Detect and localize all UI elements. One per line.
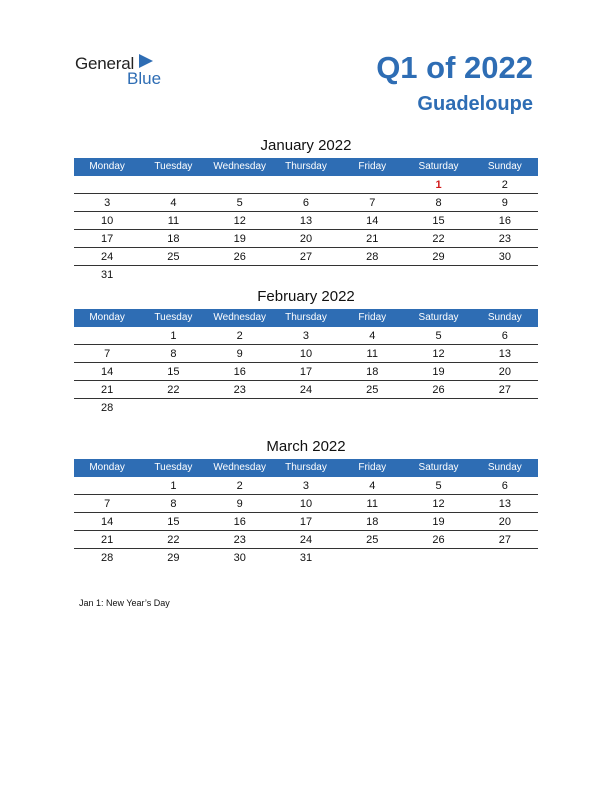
week-row: [74, 230, 538, 248]
day-cell: 20: [498, 516, 511, 528]
day-cell: 2: [236, 330, 243, 342]
empty-day-cell: [472, 266, 538, 283]
week-row: [74, 266, 538, 283]
weekday-label: Monday: [89, 462, 125, 473]
day-cell: 11: [167, 215, 180, 227]
month-march: [74, 436, 538, 566]
day-cell: 3: [302, 330, 310, 342]
month-title: March 2022: [266, 438, 346, 455]
weekday-label: Sunday: [487, 161, 522, 172]
empty-day-cell: [339, 399, 405, 416]
logo-flag-icon: [139, 54, 153, 68]
month-january: [74, 135, 538, 283]
day-cell: 2: [236, 480, 243, 492]
weekday-label: Tuesday: [154, 462, 193, 473]
day-cell: 9: [236, 498, 243, 510]
day-cell: 31: [101, 269, 114, 281]
day-cell: 20: [299, 233, 313, 245]
day-cell: 19: [432, 516, 445, 528]
day-cell: 22: [167, 534, 180, 546]
day-cell: 18: [167, 233, 180, 245]
day-cell: 11: [366, 498, 378, 510]
month-title: February 2022: [257, 288, 355, 305]
day-cell: 8: [170, 498, 177, 510]
empty-day-cell: [140, 266, 206, 283]
week-row: [74, 327, 538, 345]
day-cell: 20: [498, 366, 511, 378]
weekday-label: Monday: [89, 161, 125, 172]
weekday-header-row: [74, 309, 538, 327]
day-cell: 7: [104, 348, 111, 360]
weekday-label: Wednesday: [213, 161, 267, 172]
day-cell: 27: [299, 251, 313, 263]
empty-day-cell: [140, 176, 206, 193]
week-row: [74, 495, 538, 513]
day-cell: 12: [233, 215, 246, 227]
empty-day-cell: [405, 266, 471, 283]
day-cell: 10: [101, 215, 114, 227]
day-cell: 12: [432, 498, 445, 510]
day-cell: 1: [435, 179, 442, 191]
empty-day-cell: [273, 399, 339, 416]
day-cell: 8: [435, 197, 442, 209]
day-cell: 16: [233, 366, 246, 378]
weekday-label: Saturday: [418, 462, 459, 473]
weekday-label: Wednesday: [213, 462, 267, 473]
day-cell: 5: [236, 197, 243, 209]
day-cell: 15: [167, 366, 180, 378]
week-row: [74, 399, 538, 416]
empty-day-cell: [207, 266, 273, 283]
day-cell: 3: [302, 480, 310, 492]
day-cell: 18: [366, 366, 379, 378]
day-cell: 15: [167, 516, 180, 528]
empty-day-cell: [339, 549, 405, 566]
day-cell: 31: [299, 552, 313, 564]
day-cell: 4: [369, 330, 376, 342]
weekday-label: Friday: [358, 161, 387, 172]
empty-day-cell: [273, 266, 339, 283]
day-cell: 21: [101, 384, 114, 396]
day-cell: 17: [299, 366, 313, 378]
day-cell: 16: [233, 516, 246, 528]
day-cell: 23: [233, 384, 246, 396]
empty-day-cell: [472, 399, 538, 416]
weekday-label: Sunday: [487, 462, 522, 473]
week-row: [74, 212, 538, 230]
page-title: Q1 of 2022: [376, 50, 533, 85]
day-cell: 15: [432, 215, 445, 227]
day-cell: 27: [498, 534, 511, 546]
empty-day-cell: [405, 399, 471, 416]
empty-day-cell: [74, 176, 140, 193]
day-cell: 6: [302, 197, 310, 209]
day-cell: 9: [236, 348, 243, 360]
day-cell: 10: [299, 348, 313, 360]
day-cell: 1: [170, 480, 177, 492]
day-cell: 18: [366, 516, 379, 528]
empty-day-cell: [140, 399, 206, 416]
weekday-label: Friday: [358, 312, 387, 323]
empty-day-cell: [74, 327, 140, 344]
day-cell: 21: [101, 534, 114, 546]
day-cell: 17: [101, 233, 114, 245]
empty-day-cell: [339, 176, 405, 193]
weekday-label: Monday: [89, 312, 125, 323]
week-row: [74, 194, 538, 212]
day-cell: 10: [299, 498, 313, 510]
day-cell: 6: [501, 330, 508, 342]
day-cell: 30: [233, 552, 246, 564]
weekday-label: Saturday: [418, 161, 459, 172]
weekday-label: Thursday: [285, 312, 327, 323]
weekday-label: Wednesday: [213, 312, 267, 323]
day-cell: 27: [498, 384, 511, 396]
weekday-label: Sunday: [487, 312, 522, 323]
day-cell: 12: [432, 348, 445, 360]
day-cell: 26: [432, 384, 445, 396]
day-cell: 25: [366, 384, 379, 396]
day-cell: 9: [501, 197, 508, 209]
empty-day-cell: [207, 176, 273, 193]
day-cell: 13: [299, 215, 313, 227]
empty-day-cell: [339, 266, 405, 283]
empty-day-cell: [405, 549, 471, 566]
day-cell: 6: [501, 480, 508, 492]
day-cell: 29: [432, 251, 445, 263]
day-cell: 30: [498, 251, 511, 263]
day-cell: 19: [432, 366, 445, 378]
day-cell: 13: [498, 498, 511, 510]
month-title: January 2022: [260, 137, 352, 154]
empty-day-cell: [207, 399, 273, 416]
day-cell: 24: [299, 534, 313, 546]
day-cell: 23: [498, 233, 511, 245]
day-cell: 24: [101, 251, 114, 263]
week-row: [74, 345, 538, 363]
day-cell: 25: [366, 534, 379, 546]
day-cell: 19: [233, 233, 246, 245]
day-cell: 17: [299, 516, 313, 528]
weekday-label: Tuesday: [154, 312, 193, 323]
week-row: [74, 477, 538, 495]
day-cell: 26: [233, 251, 246, 263]
day-cell: 5: [435, 330, 442, 342]
day-cell: 5: [435, 480, 442, 492]
weekday-label: Thursday: [285, 462, 327, 473]
empty-day-cell: [273, 176, 339, 193]
empty-day-cell: [472, 549, 538, 566]
week-row: [74, 381, 538, 399]
weekday-header-row: [74, 459, 538, 477]
empty-day-cell: [74, 477, 140, 494]
day-cell: 28: [366, 251, 379, 263]
day-cell: 14: [101, 516, 114, 528]
week-row: [74, 363, 538, 381]
week-row: [74, 176, 538, 194]
day-cell: 28: [101, 552, 114, 564]
week-row: [74, 531, 538, 549]
day-cell: 24: [299, 384, 313, 396]
day-cell: 11: [366, 348, 378, 360]
day-cell: 14: [101, 366, 114, 378]
day-cell: 16: [498, 215, 511, 227]
day-cell: 26: [432, 534, 445, 546]
logo-word-blue: Blue: [127, 69, 162, 88]
day-cell: 14: [366, 215, 379, 227]
day-cell: 23: [233, 534, 246, 546]
day-cell: 29: [167, 552, 180, 564]
day-cell: 4: [369, 480, 376, 492]
week-row: [74, 549, 538, 566]
weekday-label: Tuesday: [154, 161, 193, 172]
day-cell: 25: [167, 251, 180, 263]
day-cell: 4: [170, 197, 177, 209]
month-february: [74, 286, 538, 416]
day-cell: 22: [167, 384, 180, 396]
day-cell: 7: [369, 197, 376, 209]
week-row: [74, 248, 538, 266]
day-cell: 22: [432, 233, 445, 245]
weekday-label: Saturday: [418, 312, 459, 323]
week-row: [74, 513, 538, 531]
day-cell: 2: [501, 179, 508, 191]
weekday-label: Friday: [358, 462, 387, 473]
day-cell: 8: [170, 348, 177, 360]
day-cell: 13: [498, 348, 511, 360]
day-cell: 28: [101, 402, 114, 414]
day-cell: 21: [366, 233, 379, 245]
holiday-notes: [79, 598, 170, 608]
day-cell: 7: [104, 498, 111, 510]
generalblue-logo: [75, 52, 185, 92]
day-cell: 3: [104, 197, 111, 209]
weekday-label: Thursday: [285, 161, 327, 172]
logo-word-general: General: [75, 54, 135, 73]
holiday-note: Jan 1: New Year’s Day: [79, 598, 170, 608]
day-cell: 1: [170, 330, 177, 342]
country-subtitle: Guadeloupe: [417, 93, 533, 115]
weekday-header-row: [74, 158, 538, 176]
